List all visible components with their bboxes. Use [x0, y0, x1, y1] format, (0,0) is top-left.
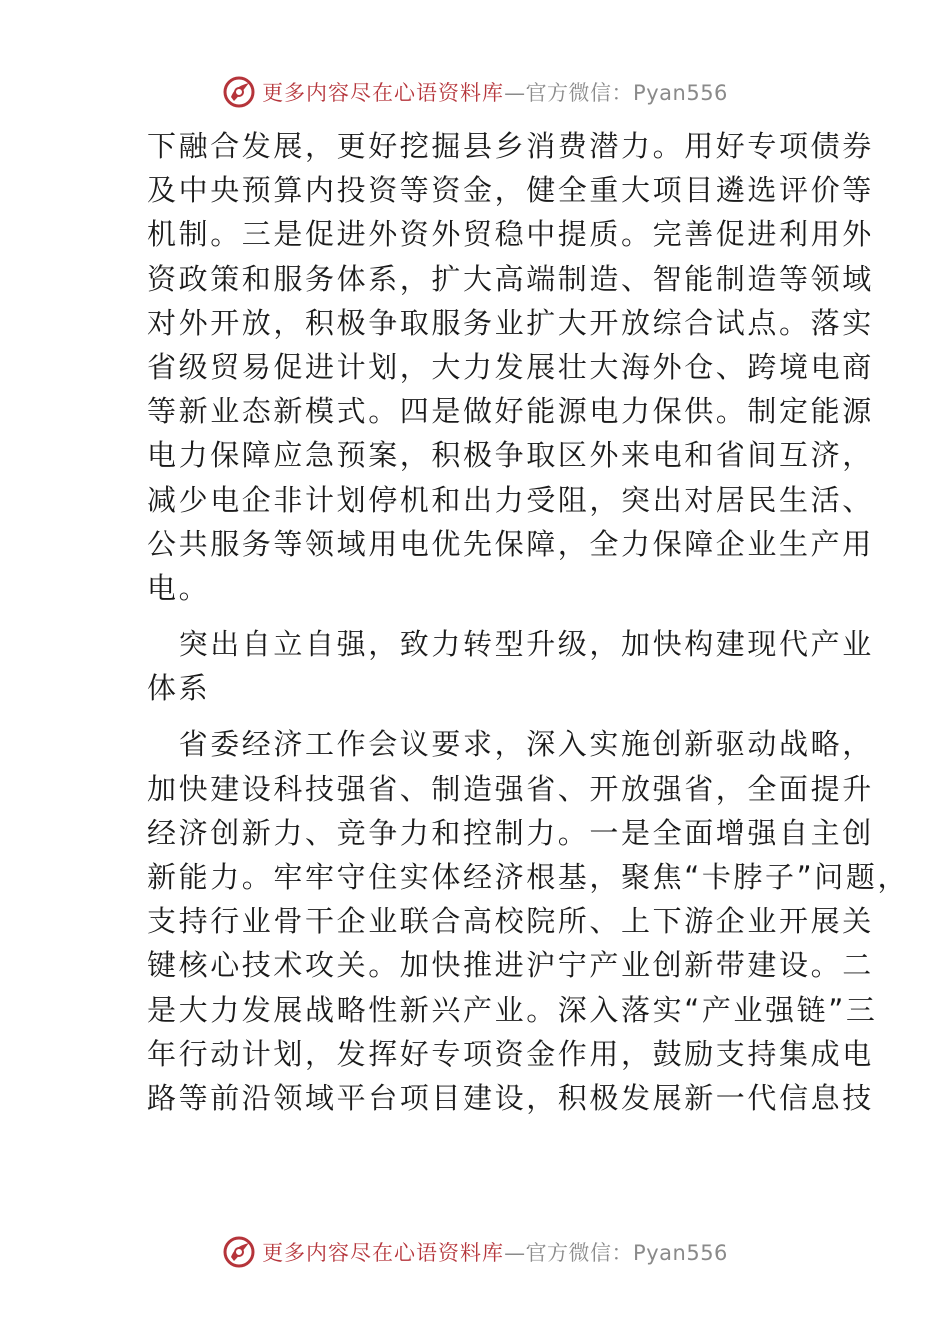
header-watermark-text: 更多内容尽在心语资料库—官方微信：Pyan556: [262, 81, 728, 105]
text-line: 年行动计划，发挥好专项资金作用，鼓励支持集成电: [147, 1036, 874, 1071]
logo-icon: [222, 75, 256, 109]
text-line: 资政策和服务体系，扩大高端制造、智能制造等领域: [147, 261, 874, 296]
text-line: 新能力。牢牢守住实体经济根基，聚焦“卡脖子”问题，: [147, 860, 910, 894]
text-line: 路等前沿领域平台项目建设，积极发展新一代信息技: [147, 1080, 874, 1115]
text-line: 公共服务等领域用电优先保障，全力保障企业生产用: [147, 526, 874, 561]
text-line: 经济创新力、竞争力和控制力。一是全面增强自主创: [147, 815, 874, 850]
text-line: 机制。三是促进外资外贸稳中提质。完善促进利用外: [147, 217, 874, 252]
text-line: 下融合发展，更好挖掘县乡消费潜力。用好专项债券: [147, 129, 874, 163]
text-line: 等新业态新模式。四是做好能源电力保供。制定能源: [147, 394, 874, 429]
text-line: 电力保障应急预案，积极争取区外来电和省间互济，: [147, 438, 874, 473]
section-heading: [147, 622, 874, 710]
heading-line: 体系: [147, 671, 211, 706]
text-line: 省委经济工作会议要求，深入实施创新驱动战略，: [147, 727, 874, 762]
document-body: [147, 124, 910, 1120]
footer-watermark: [0, 1232, 950, 1272]
text-line: 省级贸易促进计划，大力发展壮大海外仓、跨境电商: [147, 349, 874, 384]
text-line: 及中央预算内投资等资金，健全重大项目遴选评价等: [147, 173, 874, 208]
text-line: 减少电企非计划停机和出力受阻，突出对居民生活、: [147, 482, 874, 517]
text-line: 支持行业骨干企业联合高校院所、上下游企业开展关: [147, 904, 874, 939]
text-line: 键核心技术攻关。加快推进沪宁产业创新带建设。二: [147, 948, 874, 983]
logo-icon: [222, 1235, 256, 1269]
text-line: 对外开放，积极争取服务业扩大开放综合试点。落实: [147, 305, 874, 340]
paragraph-1: [147, 124, 874, 610]
paragraph-2: [147, 722, 910, 1120]
text-line: 加快建设科技强省、制造强省、开放强省，全面提升: [147, 771, 874, 806]
text-line: 是大力发展战略性新兴产业。深入落实“产业强链”三: [147, 992, 878, 1027]
header-watermark: [0, 72, 950, 112]
heading-line: 突出自立自强，致力转型升级，加快构建现代产业: [147, 627, 874, 662]
text-line: 电。: [147, 570, 211, 605]
footer-watermark-text: 更多内容尽在心语资料库—官方微信：Pyan556: [262, 1241, 728, 1265]
